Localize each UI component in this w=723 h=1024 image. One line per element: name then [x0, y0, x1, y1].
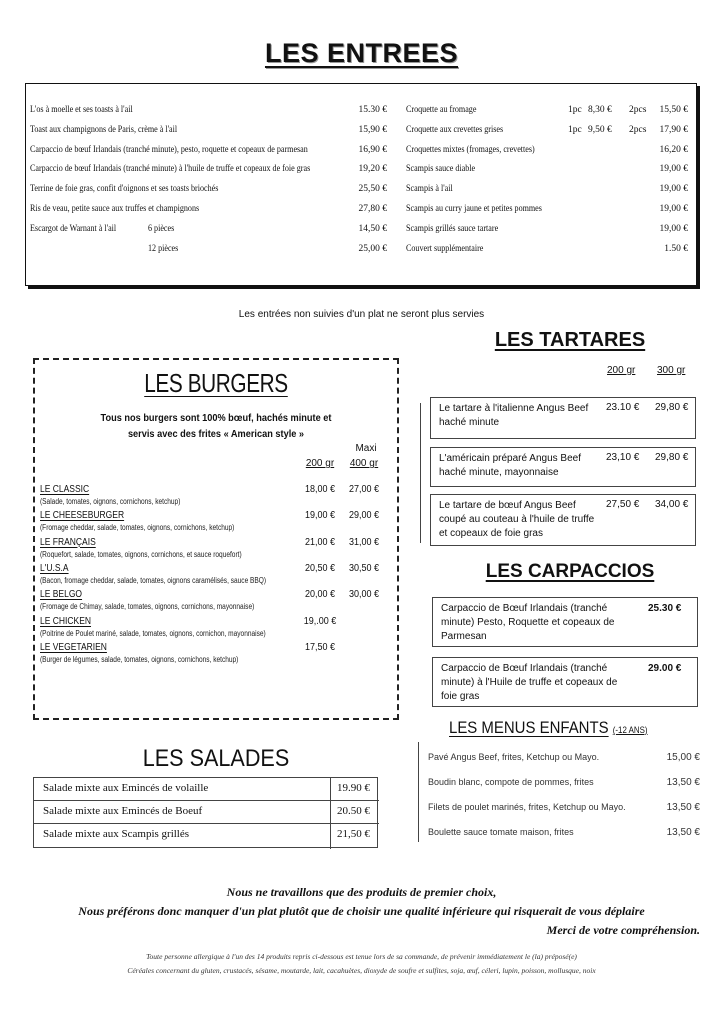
entree-portion: 6 pièces: [148, 223, 175, 234]
carpaccio-price: 25.30 €: [648, 603, 682, 614]
tartare-price-200: 23,10 €: [606, 452, 640, 463]
entree-qty: 2pcs: [629, 105, 647, 115]
burger-name: LE CHEESEBURGER: [40, 510, 125, 522]
footer-line-1: Nous ne travaillons que des produits de premier choix,: [226, 885, 497, 899]
entree-price: 25,00 €: [358, 243, 387, 254]
salade-row: [34, 778, 379, 801]
burgers-title: [70, 368, 363, 399]
entree-name: Croquettes mixtes (fromages, crevettes): [406, 144, 535, 155]
tartare-name: Le tartare à l'italienne Angus Beef haché minute: [439, 403, 589, 428]
tartare-item: [430, 494, 696, 546]
burger-price-400: 29,00 €: [348, 510, 380, 522]
burger-desc: (Fromage cheddar, salade, tomates, oignons, cornichons, ketchup): [40, 523, 235, 533]
burger-price-400: 30,00 €: [348, 589, 380, 601]
salade-name: Salade mixte aux Scampis grillés: [43, 828, 190, 840]
tartares-title: LES TARTARES: [494, 329, 646, 351]
entree-price: 19,00 €: [659, 164, 688, 175]
allergy-list: Céréales concernant du gluten, crustacés, sésame, moutarde, lait, cacahuètes, dioxyde de soufre et sulfites, soja, œuf, céleri, lupin, poisson, mollusque, noix: [127, 966, 596, 975]
entree-price: 19,00 €: [659, 184, 688, 195]
enfant-price: 13,50 €: [666, 827, 700, 838]
entree-price: 19,20 €: [358, 164, 387, 175]
salade-row: [34, 801, 379, 824]
burger-price-200: 21,00 €: [304, 536, 336, 548]
entree-name: Scampis grillés sauce tartare: [406, 223, 499, 234]
allergy-notice: Toute personne allergique à l'un des 14 produits repris ci-dessous est tenue lors de sa commande, de prévenir immédiatement le (la) préposé(e): [146, 952, 577, 961]
burger-name: LE CLASSIC: [40, 484, 90, 495]
salades-title: LES SALADES: [142, 745, 290, 772]
tartare-price-200: 23.10 €: [606, 402, 640, 413]
entree-name: L'os à moelle et ses toasts à l'ail: [30, 105, 133, 115]
tartare-price-300: 34,00 €: [655, 499, 689, 510]
entree-qty: 1pc: [568, 124, 582, 135]
enfant-name: Filets de poulet marinés, frites, Ketchup ou Mayo.: [428, 802, 626, 812]
entree-name: Carpaccio de bœuf Irlandais (tranché minute), pesto, roquette et copeaux de parmesan: [30, 144, 308, 155]
burger-price-200: 18,00 €: [304, 484, 336, 495]
salade-price: 20.50 €: [337, 805, 370, 817]
carpaccios-title: LES CARPACCIOS: [485, 561, 655, 582]
entree-price: 9,50 €: [588, 124, 612, 135]
carpaccio-item: [432, 657, 698, 707]
entrees-title: LES ENTREES: [264, 38, 459, 68]
enfants-title-main: LES MENUS ENFANTS: [449, 718, 609, 737]
burger-name: LE CHICKEN: [40, 615, 92, 627]
enfants-title: [449, 718, 648, 738]
tartares-col-200: 200 gr: [607, 365, 636, 376]
entree-price: 17,90 €: [659, 124, 688, 135]
enfant-name: Pavé Angus Beef, frites, Ketchup ou Mayo.: [428, 752, 600, 762]
tartare-item: [430, 397, 696, 439]
tartare-name: L'américain préparé Angus Beef haché minute, mayonnaise: [439, 453, 581, 478]
burger-desc: (Salade, tomates, oignons, cornichons, ketchup): [40, 497, 181, 506]
burger-desc: (Bacon, fromage cheddar, salade, tomates, oignons caramélisés, sauce BBQ): [40, 575, 267, 585]
tartare-price-300: 29,80 €: [655, 402, 689, 413]
entree-name: Terrine de foie gras, confit d'oignons et ses toasts briochés: [30, 184, 219, 195]
burger-price-400: 31,00 €: [348, 536, 380, 548]
carpaccio-name: Carpaccio de Bœuf Irlandais (tranché minute) Pesto, Roquette et copeaux de Parmesan: [441, 603, 615, 642]
entrees-note: Les entrées non suivies d'un plat ne seront plus servies: [238, 309, 485, 320]
entree-price: 19,00 €: [659, 223, 688, 234]
salade-row: [34, 824, 379, 847]
entree-name: Ris de veau, petite sauce aux truffes et champignons: [30, 204, 200, 214]
enfant-name: Boudin blanc, compote de pommes, frites: [428, 777, 594, 787]
burger-desc: (Burger de légumes, salade, tomates, oignons, cornichons, ketchup): [40, 654, 239, 664]
entree-price: 19,00 €: [659, 204, 688, 214]
burger-price-200: 19,00 €: [304, 510, 336, 522]
entree-price: 16,90 €: [358, 144, 387, 155]
burger-name: L'U.S.A: [40, 562, 69, 574]
burger-price-200: 20,50 €: [304, 562, 336, 574]
entree-qty: 1pc: [568, 105, 582, 115]
entree-price: 27,80 €: [358, 204, 387, 214]
entree-name: Scampis sauce diable: [406, 164, 476, 175]
carpaccio-item: [432, 597, 698, 647]
entree-price: 15,50 €: [659, 105, 688, 115]
entree-name: Escargot de Warnant à l'ail: [30, 223, 117, 234]
entree-name: Croquette au fromage: [406, 105, 477, 115]
entree-name: Carpaccio de bœuf Irlandais (tranché minute) à l'huile de truffe et copeaux de foie gras: [30, 164, 311, 175]
burger-name: LE BELGO: [40, 589, 83, 601]
tartares-col-300: 300 gr: [657, 365, 686, 376]
enfant-price: 13,50 €: [666, 802, 700, 813]
burgers-title-text: LES BURGERS: [144, 368, 288, 398]
burger-name: LE FRANÇAIS: [40, 536, 96, 548]
tartare-name: Le tartare de bœuf Angus Beef coupé au couteau à l'huile de truffe et copeaux de foie gras: [439, 500, 595, 539]
burgers-col-400: 400 gr: [349, 458, 379, 469]
entree-name: Toast aux champignons de Paris, crème à l'ail: [30, 124, 178, 135]
salade-price: 21,50 €: [337, 828, 370, 840]
burger-price-200: 19,.00 €: [303, 615, 337, 627]
entree-price: 16,20 €: [659, 144, 688, 155]
burgers-maxi-label: Maxi: [355, 443, 377, 454]
burger-desc: (Roquefort, salade, tomates, oignons, cornichons, et sauce roquefort): [40, 549, 242, 559]
burger-desc: (Poitrine de Poulet mariné, salade, tomates, oignons, cornichon, mayonnaise): [40, 628, 266, 638]
entree-name: Couvert supplémentaire: [406, 243, 484, 254]
entree-portion: 12 pièces: [148, 243, 179, 254]
salades-box: [33, 777, 378, 848]
enfant-price: 15,00 €: [666, 752, 700, 763]
entree-price: 8,30 €: [588, 105, 612, 115]
carpaccio-price: 29.00 €: [648, 663, 682, 674]
entree-name: Croquette aux crevettes grises: [406, 124, 504, 135]
entree-qty: 2pcs: [629, 124, 647, 135]
enfant-price: 13,50 €: [666, 777, 700, 788]
tartare-price-200: 27,50 €: [606, 499, 640, 510]
tartare-item: [430, 447, 696, 487]
salade-price: 19.90 €: [337, 782, 370, 794]
enfant-name: Boulette sauce tomate maison, frites: [428, 827, 574, 837]
burger-price-400: 30,50 €: [348, 562, 380, 574]
salade-name: Salade mixte aux Emincés de volaille: [43, 782, 209, 794]
burger-price-200: 17,50 €: [304, 641, 336, 653]
footer-line-2: Nous préférons donc manquer d'un plat plutôt que de choisir une qualité inférieure qui risquerait de vous déplaire: [78, 904, 645, 918]
burgers-intro: Tous nos burgers sont 100% bœuf, hachés minute et servis avec des frites « American style »: [100, 413, 332, 440]
entree-price: 25,50 €: [358, 184, 387, 195]
burger-price-200: 20,00 €: [304, 589, 336, 601]
footer-line-3: Merci de votre compréhension.: [546, 923, 700, 937]
tartares-left-rule: [420, 403, 421, 543]
entree-price: 1.50 €: [664, 243, 688, 254]
enfants-title-sub: (-12 ANS): [612, 725, 648, 735]
burgers-col-200: 200 gr: [305, 458, 335, 469]
burger-name: LE VEGETARIEN: [40, 641, 107, 653]
entree-price: 15,90 €: [358, 124, 387, 135]
burger-desc: (Fromage de Chimay, salade, tomates, oignons, cornichons, mayonnaise): [40, 602, 255, 612]
entree-price: 14,50 €: [358, 223, 387, 234]
entree-name: Scampis à l'ail: [406, 184, 453, 195]
salade-name: Salade mixte aux Emincés de Boeuf: [43, 805, 203, 817]
burger-price-400: 27,00 €: [348, 484, 380, 495]
carpaccio-name: Carpaccio de Bœuf Irlandais (tranché minute) à l'Huile de truffe et copeaux de foie gras: [441, 663, 618, 702]
entree-name: Scampis au curry jaune et petites pommes: [406, 204, 542, 214]
entree-price: 15.30 €: [358, 105, 387, 115]
tartare-price-300: 29,80 €: [655, 452, 689, 463]
